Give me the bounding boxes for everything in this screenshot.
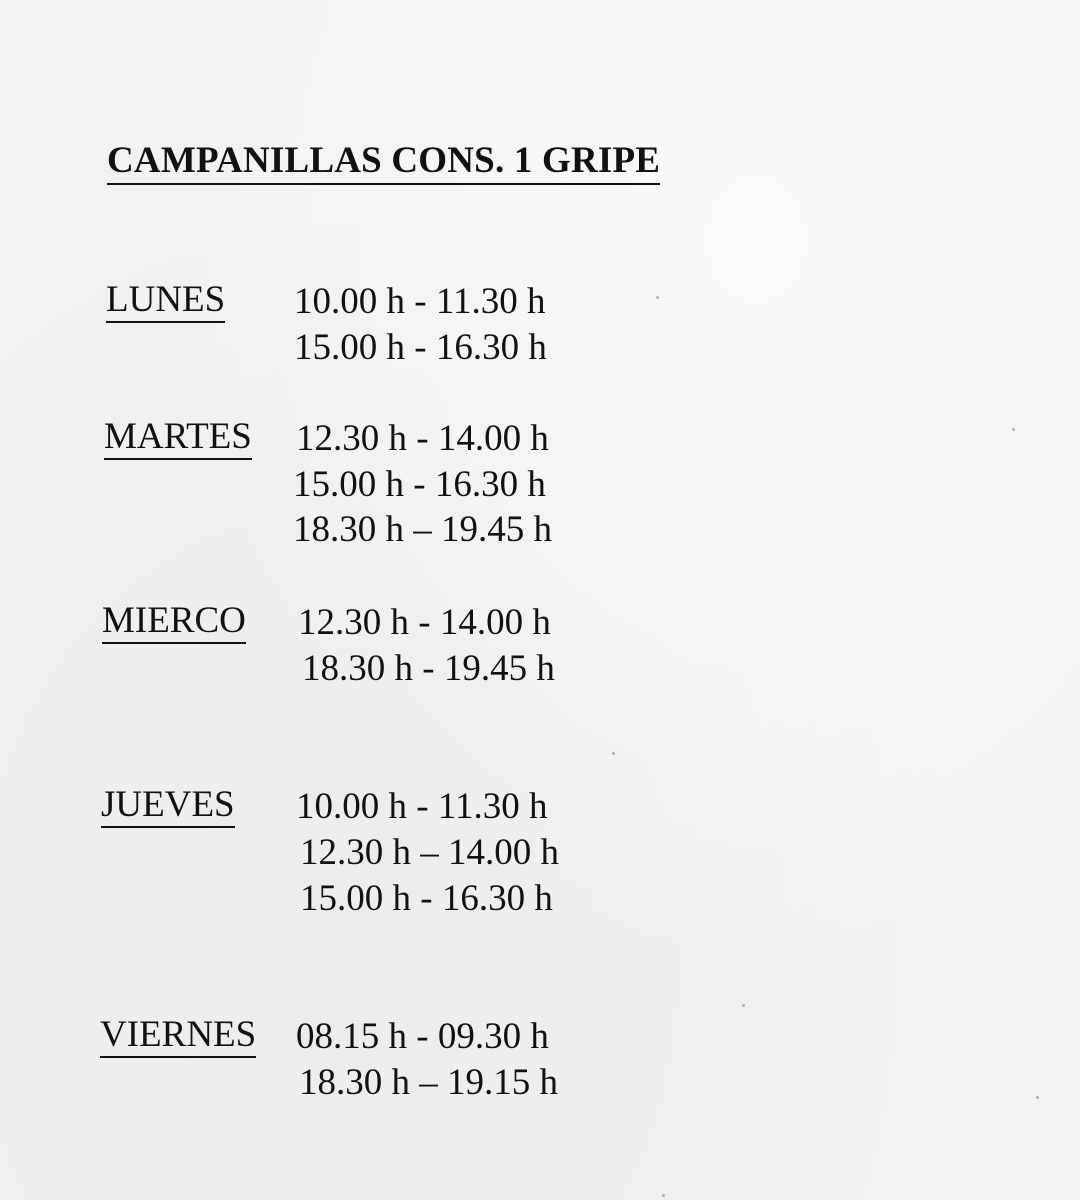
time-slot: 15.00 h - 16.30 h	[300, 878, 553, 919]
day-label-viernes: VIERNES	[100, 1016, 256, 1058]
document-title: CAMPANILLAS CONS. 1 GRIPE	[107, 142, 660, 185]
scan-speck	[662, 1194, 665, 1197]
day-label-mierco: MIERCO	[102, 602, 246, 644]
time-slot: 15.00 h - 16.30 h	[293, 464, 546, 505]
time-slot: 10.00 h - 11.30 h	[296, 786, 548, 827]
scan-speck	[1036, 1096, 1039, 1099]
time-slot: 18.30 h - 19.45 h	[302, 648, 555, 689]
time-slot: 12.30 h - 14.00 h	[296, 418, 549, 459]
scan-speck	[1012, 428, 1015, 431]
time-slot: 18.30 h – 19.45 h	[293, 509, 552, 550]
scan-speck	[656, 296, 659, 299]
time-slot: 15.00 h - 16.30 h	[294, 327, 547, 368]
time-slot: 12.30 h - 14.00 h	[298, 602, 551, 643]
time-slot: 10.00 h - 11.30 h	[294, 281, 546, 322]
scan-speck	[612, 752, 615, 755]
time-slot: 08.15 h - 09.30 h	[296, 1016, 549, 1057]
day-label-lunes: LUNES	[106, 281, 225, 323]
time-slot: 12.30 h – 14.00 h	[300, 832, 559, 873]
time-slot: 18.30 h – 19.15 h	[299, 1062, 558, 1103]
scan-speck	[742, 1004, 745, 1007]
day-label-martes: MARTES	[104, 418, 252, 460]
day-label-jueves: JUEVES	[101, 786, 235, 828]
